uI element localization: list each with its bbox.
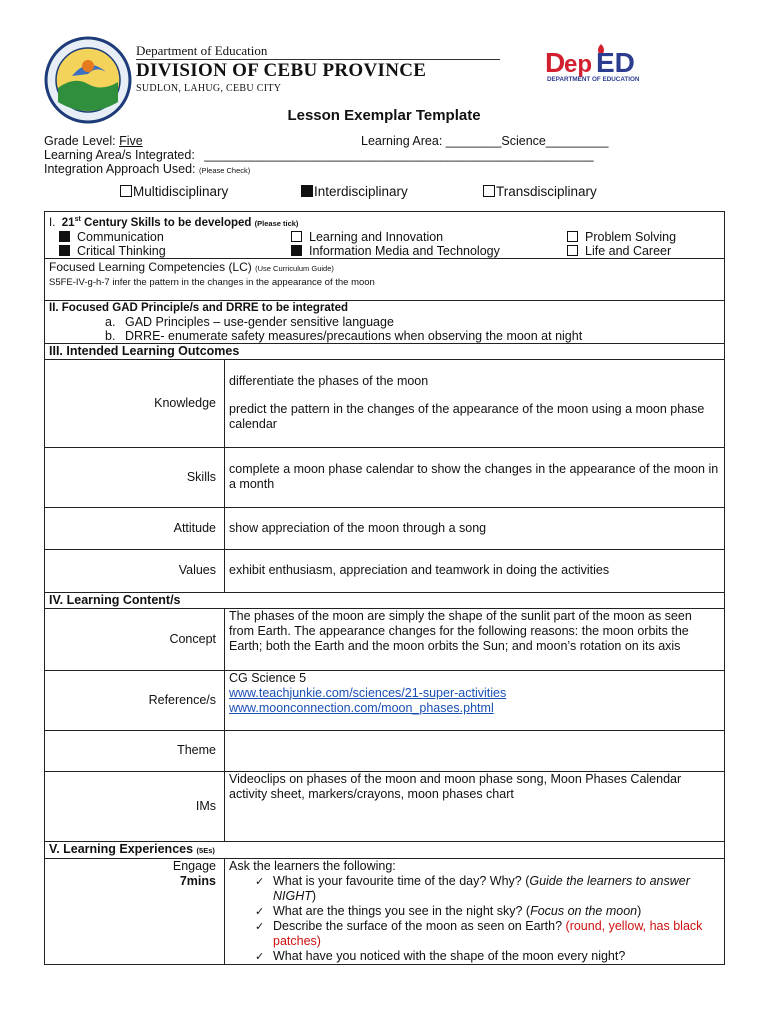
- skill-learning-innovation[interactable]: Learning and Innovation: [291, 230, 567, 244]
- competency-text: S5FE-IV-g-h-7 infer the pattern in the changes in the appearance of the moon: [49, 276, 375, 288]
- engage-question: ✓ What are the things you see in the night sky? (Focus on the moon): [255, 904, 720, 919]
- outcome-text: complete a moon phase calendar to show the changes in the appearance of the moon in a month: [225, 447, 725, 507]
- grade-level-value: Five: [119, 134, 143, 148]
- outcome-label: Knowledge: [45, 359, 225, 447]
- skills-checklist: [49, 230, 720, 258]
- division-name: DIVISION OF CEBU PROVINCE: [136, 60, 427, 81]
- checkbox-checked-icon[interactable]: [59, 245, 70, 256]
- skill-communication[interactable]: Communication: [59, 230, 291, 244]
- engage-question: ✓ Describe the surface of the moon as seen on Earth? (round, yellow, has black patches): [255, 919, 720, 949]
- ims-text: Videoclips on phases of the moon and moon phase song, Moon Phases Calendar activity sheet, markers/crayons, moon phases chart: [225, 771, 725, 841]
- engage-label: Engage: [172, 858, 216, 873]
- outcome-skills-row: [45, 447, 725, 507]
- content-concept-row: [45, 608, 725, 670]
- engage-time: 7mins: [179, 873, 216, 888]
- content-label: Reference/s: [45, 670, 225, 730]
- engage-questions: [229, 874, 720, 964]
- engage-intro: Ask the learners the following:: [229, 858, 396, 873]
- areas-integrated: [44, 148, 594, 162]
- outcome-text: show appreciation of the moon through a song: [225, 507, 725, 549]
- reference-link[interactable]: www.moonconnection.com/moon_phases.phtml: [229, 700, 494, 715]
- document-title: Lesson Exemplar Template: [287, 107, 481, 124]
- competency-label: Focused Learning Competencies (LC) (Use Curriculum Guide): [49, 259, 334, 274]
- engage-row: [45, 858, 725, 964]
- checkbox-icon[interactable]: [567, 245, 578, 256]
- svg-text:DEPARTMENT OF EDUCATION: DEPARTMENT OF EDUCATION: [547, 76, 640, 83]
- integration-approach: [44, 162, 250, 176]
- theme-text: [225, 730, 725, 771]
- content-theme-row: [45, 730, 725, 771]
- learning-area-label: Learning Area:: [361, 134, 443, 148]
- skill-critical-thinking[interactable]: Critical Thinking: [59, 244, 291, 258]
- outcome-attitude-row: [45, 507, 725, 549]
- outcome-label: Attitude: [45, 507, 225, 549]
- reference-text: CG Science 5: [229, 670, 307, 685]
- drre-item: b. DRRE- enumerate safety measures/precautions when observing the moon at night: [105, 328, 583, 343]
- outcome-text: predict the pattern in the changes of the appearance of the moon using a moon phase calendar: [229, 401, 705, 431]
- outcome-text: exhibit enthusiasm, appreciation and teamwork in doing the activities: [225, 549, 725, 592]
- section-4-title: IV. Learning Content/s: [45, 592, 725, 608]
- content-ims-row: [45, 771, 725, 841]
- skill-problem-solving[interactable]: Problem Solving: [567, 230, 727, 244]
- grade-level-label: Grade Level:: [44, 134, 116, 148]
- checkbox-icon[interactable]: [291, 231, 302, 242]
- checkbox-icon[interactable]: [567, 231, 578, 242]
- checkbox-icon[interactable]: [483, 185, 495, 197]
- checkbox-checked-icon[interactable]: [291, 245, 302, 256]
- grade-level: [44, 134, 143, 148]
- engage-question: ✓ What is your favourite time of the day? Why? (Guide the learners to answer NIGHT): [255, 874, 720, 904]
- skill-information-media[interactable]: Information Media and Technology: [291, 244, 567, 258]
- learning-area: [361, 134, 608, 148]
- approach-option-interdisciplinary[interactable]: Interdisciplinary: [301, 184, 408, 199]
- approach-option-multidisciplinary[interactable]: Multidisciplinary: [120, 184, 228, 199]
- integration-approach-label: Integration Approach Used:: [44, 162, 196, 176]
- section-gad-drre: [45, 300, 725, 343]
- areas-integrated-label: Learning Area/s Integrated:: [44, 148, 195, 162]
- outcome-label: Values: [45, 549, 225, 592]
- section-3-title: III. Intended Learning Outcomes: [45, 343, 725, 359]
- svg-text:ED: ED: [596, 47, 635, 78]
- learning-area-value: ________Science_________: [445, 134, 609, 148]
- outcome-values-row: [45, 549, 725, 592]
- svg-text:D: D: [545, 47, 566, 78]
- approach-option-transdisciplinary[interactable]: Transdisciplinary: [483, 184, 597, 199]
- checkbox-checked-icon[interactable]: [59, 231, 70, 242]
- checkbox-checked-icon[interactable]: [301, 185, 313, 197]
- content-label: Concept: [45, 608, 225, 670]
- engage-label-cell: [45, 858, 225, 964]
- section-5-title: V. Learning Experiences (5Es): [45, 841, 725, 858]
- deped-logo: [543, 40, 661, 84]
- outcome-text: differentiate the phases of the moon: [229, 373, 429, 388]
- department-name: Department of Education: [136, 43, 268, 58]
- focused-competencies-row: [45, 258, 725, 300]
- content-label: Theme: [45, 730, 225, 771]
- engage-question: ✓ What have you noticed with the shape of the moon every night?: [255, 949, 720, 964]
- section-5-header: [45, 841, 725, 858]
- skill-life-career[interactable]: Life and Career: [567, 244, 727, 258]
- section-1-title: I. 21st Century Skills to be developed (Please tick): [49, 216, 299, 229]
- division-address: SUDLON, LAHUG, CEBU CITY: [136, 83, 282, 94]
- section-3-header: [45, 343, 725, 359]
- outcome-knowledge-row: [45, 359, 725, 447]
- lesson-table: [44, 211, 725, 965]
- section-2-title: II. Focused GAD Principle/s and DRRE to be integrated: [49, 301, 349, 314]
- reference-link[interactable]: www.teachjunkie.com/sciences/21-super-activities: [229, 685, 507, 700]
- integration-approach-note: (Please Check): [198, 166, 251, 175]
- section-21st-century-skills: [45, 212, 725, 259]
- concept-text: The phases of the moon are simply the shape of the sunlit part of the moon as seen from Earth. The appearance changes for the following reasons: the moon orbits the Earth; both the Earth and the moon orbits the Sun; and moon’s rotation on its axis: [225, 608, 725, 670]
- outcome-label: Skills: [45, 447, 225, 507]
- content-references-row: [45, 670, 725, 730]
- section-4-header: [45, 592, 725, 608]
- gad-principles-item: a. GAD Principles – use-gender sensitive language: [105, 314, 394, 329]
- svg-text:ep: ep: [564, 51, 593, 78]
- areas-integrated-value: ________________________________________________________: [204, 148, 594, 162]
- checkbox-icon[interactable]: [120, 185, 132, 197]
- section-1-note: (Please tick): [254, 218, 299, 228]
- content-label: IMs: [45, 771, 225, 841]
